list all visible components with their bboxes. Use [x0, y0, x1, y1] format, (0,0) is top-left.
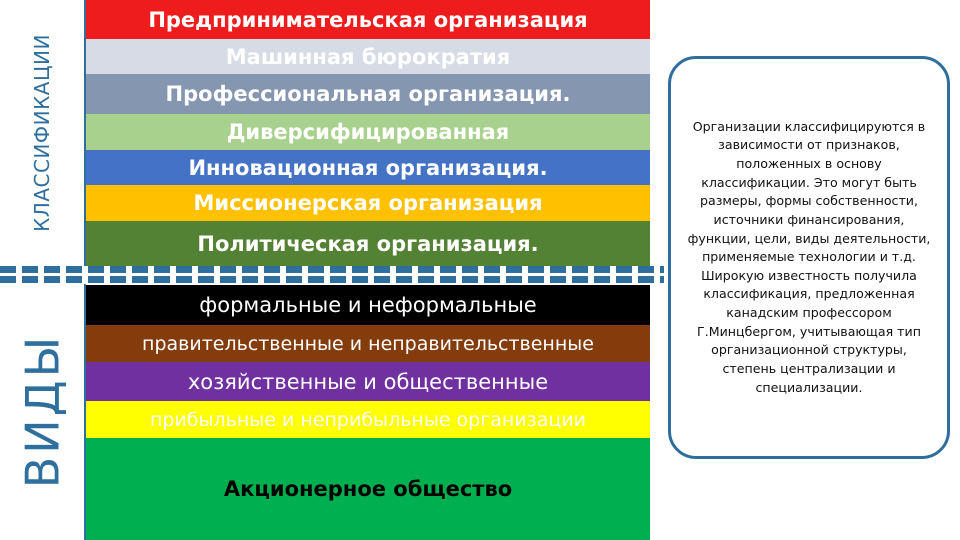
- type-band: формальные и неформальные: [86, 285, 650, 325]
- dashed-separator: [0, 266, 664, 273]
- dashed-separator: [0, 276, 664, 283]
- classifications-side-label: [0, 0, 84, 266]
- classifications-side-label-text: КЛАССИФИКАЦИИ: [30, 34, 55, 232]
- type-band: хозяйственные и общественные: [86, 362, 650, 401]
- classification-band: Машинная бюрократия: [86, 39, 650, 74]
- info-box-text: Организации классифицируются в зависимости от признаков, положенных в основу классификации. Это могут быть размеры, формы собственности, источники финансирования, функции, цели, виды деятельности, применяемые технологии и т.д. Широкую известность получила классификация, предложенная канадским профессором Г.Минцбергом, учитывающая тип организационной структуры, степень централизации и специализации.: [687, 118, 931, 395]
- type-band: прибыльные и неприбыльные организации: [86, 401, 650, 438]
- types-side-label-text: ВИДЫ: [15, 333, 69, 489]
- classification-band: Предпринимательская организация: [86, 0, 650, 39]
- classification-band: Инновационная организация.: [86, 150, 650, 185]
- info-box: [668, 56, 950, 459]
- type-band: Акционерное общество: [86, 438, 650, 540]
- classification-band: Профессиональная организация.: [86, 74, 650, 114]
- classification-band: Миссионерская организация: [86, 185, 650, 221]
- types-side-label: [0, 282, 84, 540]
- classification-band: Диверсифицированная: [86, 114, 650, 150]
- classification-band: Политическая организация.: [86, 221, 650, 266]
- type-band: правительственные и неправительственные: [86, 325, 650, 362]
